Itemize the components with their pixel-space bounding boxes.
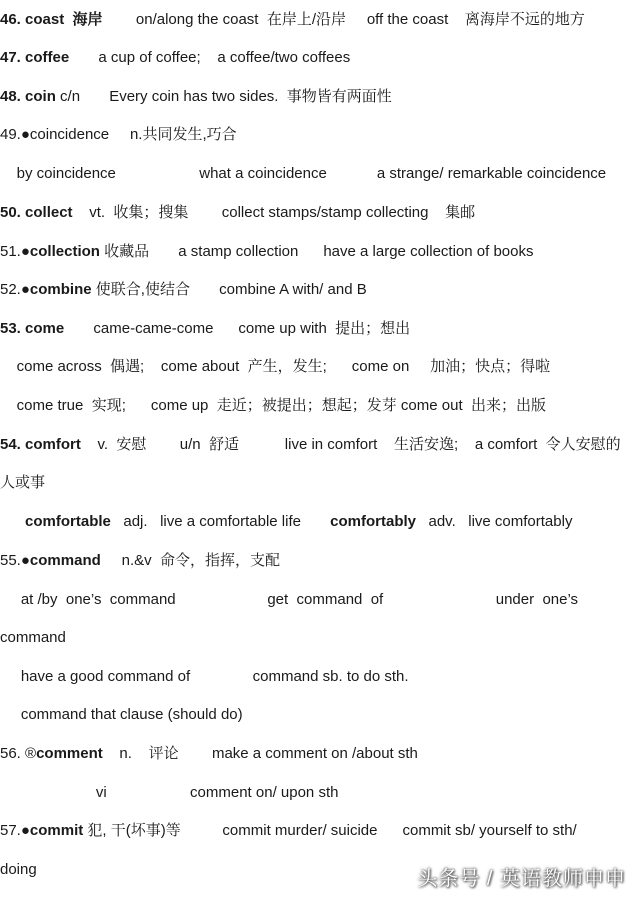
entry-line <box>0 783 338 803</box>
entry-line <box>0 590 578 610</box>
entry-line <box>0 357 550 377</box>
entry-line <box>0 319 410 339</box>
entry-line <box>0 164 606 184</box>
entry-text: come true 实现; come up 走近；被提出；想起；发芽 come out 出来；出版 <box>0 397 546 414</box>
entry-text: vi comment on/ upon sth <box>0 784 339 801</box>
entry-text: 52.● <box>0 281 30 298</box>
headword: combine <box>29 281 92 298</box>
headword: 48. coin <box>0 88 56 105</box>
entry-text: adj. live a comfortable life <box>110 513 331 530</box>
entry-text: 使联合,使结合 combine A with/ and B <box>91 281 367 298</box>
entry-line <box>0 628 66 648</box>
headword: 54. comfort <box>0 436 81 453</box>
entry-line <box>0 744 418 764</box>
entry-line <box>0 821 577 841</box>
entry-text: vt. 收集；搜集 collect stamps/stamp collecting 集邮 <box>72 204 476 221</box>
headword: comfortably <box>330 513 416 530</box>
entry-text: command that clause (should do) <box>0 706 243 723</box>
headword: 50. collect <box>0 204 73 221</box>
headword: comfortable <box>25 513 111 530</box>
entry-text: 49.●coincidence n.共同发生,巧合 <box>0 126 237 143</box>
entry-text: v. 安慰 u/n 舒适 live in comfort 生活安逸; a comfort 令人安慰的 <box>80 436 621 453</box>
entry-text: come across 偶遇; come about 产生，发生; come on 加油；快点；得啦 <box>0 358 551 375</box>
entry-text: have a good command of command sb. to do sth. <box>0 668 409 685</box>
entry-line <box>0 10 585 30</box>
entry-text: came-came-come come up with 提出；想出 <box>64 320 411 337</box>
entry-line <box>0 48 350 68</box>
entry-text: n. 评论 make a comment on /about sth <box>102 745 418 762</box>
entry-text: adv. live comfortably <box>416 513 573 530</box>
headword: 46. coast 海岸 <box>0 11 103 28</box>
entry-text: at /by one’s command get command of under one’s <box>0 591 579 608</box>
entry-text: n.&v 命令，指挥，支配 <box>100 552 280 569</box>
entry-line <box>0 512 572 532</box>
watermark: 头条号 / 英语教师申申 <box>417 868 626 890</box>
entry-line <box>0 396 546 416</box>
entry-text <box>0 513 25 530</box>
entry-line <box>0 705 243 725</box>
headword: 53. come <box>0 320 65 337</box>
entry-text: doing <box>0 861 37 878</box>
entry-line <box>0 280 367 300</box>
entry-line <box>0 860 37 880</box>
headword: collection <box>29 243 100 260</box>
entry-line <box>0 125 237 145</box>
headword: 47. coffee <box>0 49 70 66</box>
entry-text: 犯, 干(坏事)等 commit murder/ suicide commit sb/ yourself to sth/ <box>83 822 577 839</box>
entry-text: on/along the coast 在岸上/沿岸 off the coast 离海岸不远的地方 <box>102 11 585 28</box>
entry-line <box>0 551 280 571</box>
entry-text: by coincidence what a coincidence a strange/ remarkable coincidence <box>0 165 607 182</box>
entry-text: 55.● <box>0 552 30 569</box>
entry-line <box>0 435 621 455</box>
entry-text: c/n Every coin has two sides. 事物皆有两面性 <box>55 88 392 105</box>
entry-line <box>0 203 475 223</box>
entry-line <box>0 242 533 262</box>
entry-text: 57.● <box>0 822 30 839</box>
entry-text: command <box>0 629 66 646</box>
headword: command <box>29 552 101 569</box>
entry-text: 收藏品 a stamp collection have a large collection of books <box>99 243 534 260</box>
entry-line <box>0 473 45 493</box>
headword: comment <box>36 745 103 762</box>
entry-line <box>0 87 392 107</box>
entry-text: 51.● <box>0 243 30 260</box>
entry-text: 56. ® <box>0 745 37 762</box>
headword: commit <box>29 822 84 839</box>
entry-text: a cup of coffee; a coffee/two coffees <box>69 49 351 66</box>
entry-text: 人或事 <box>0 474 46 491</box>
entry-line <box>0 667 409 687</box>
